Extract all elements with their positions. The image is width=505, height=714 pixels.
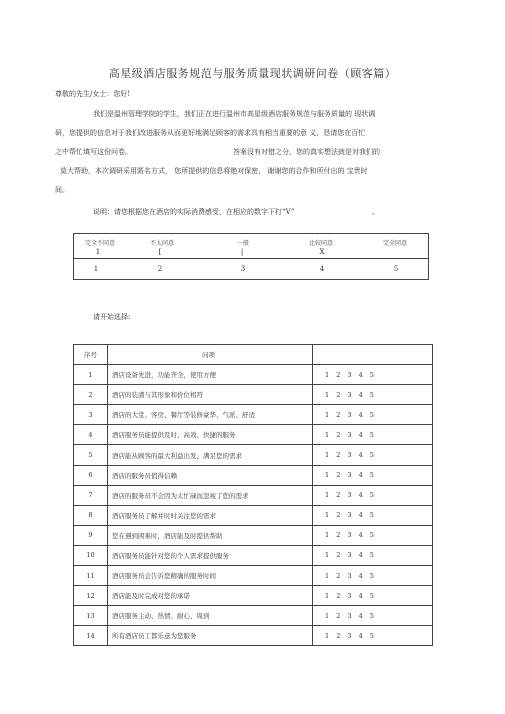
question-table bbox=[73, 344, 433, 646]
rating-options[interactable]: 1 2 3 4 5 bbox=[313, 525, 433, 545]
question-number: 9 bbox=[74, 525, 108, 545]
rating-options[interactable]: 1 2 3 4 5 bbox=[313, 365, 433, 385]
intro-line-6: 间。 bbox=[55, 186, 69, 194]
scale-number-4: 4 bbox=[319, 265, 325, 273]
question-text: 酒店服务员能提供及时、高效、快捷的服务 bbox=[108, 425, 313, 445]
question-text: 酒店的服务员不会因为太忙碌而忽视了您的需求 bbox=[108, 485, 313, 505]
question-text: 所有酒店员工都乐意为您服务 bbox=[108, 626, 313, 646]
rating-options[interactable]: 1 2 3 4 5 bbox=[313, 566, 433, 586]
table-row bbox=[74, 505, 433, 525]
question-number: 2 bbox=[74, 385, 108, 405]
question-text: 酒店服务员了解并时时关注您的需求 bbox=[108, 505, 313, 525]
header-number: 序号 bbox=[74, 345, 108, 365]
table-row bbox=[74, 566, 433, 586]
greeting: 尊敬的先生/女士：您好! bbox=[55, 90, 131, 98]
rating-options[interactable]: 1 2 3 4 5 bbox=[313, 586, 433, 606]
table-row bbox=[74, 445, 433, 465]
question-number: 11 bbox=[74, 566, 108, 586]
page-title: 高星级酒店服务规范与服务质量现状调研问卷（顾客篇） bbox=[108, 67, 397, 80]
scale-mark-2: [ bbox=[158, 248, 162, 256]
header-rating bbox=[313, 345, 433, 365]
question-text: 酒店服务员能针对您的个人需求提供服务 bbox=[108, 545, 313, 565]
table-row bbox=[74, 425, 433, 445]
scale-number-2: 2 bbox=[157, 265, 163, 273]
intro-line-1: 我们是温州管理学院的学生，我们正在进行温州市高星级酒店服务规范与服务质量的 现状调 bbox=[93, 110, 376, 118]
rating-options[interactable]: 1 2 3 4 5 bbox=[313, 505, 433, 525]
question-text: 您在遇到困难时，酒店能及时提供帮助 bbox=[108, 525, 313, 545]
question-rows bbox=[74, 365, 433, 646]
table-row bbox=[74, 606, 433, 626]
rating-options[interactable]: 1 2 3 4 5 bbox=[313, 626, 433, 646]
rating-scale-legend bbox=[73, 233, 429, 280]
intro-line-3: 之中帮忙填写这份问卷。 bbox=[55, 148, 132, 156]
rating-options[interactable]: 1 2 3 4 5 bbox=[313, 485, 433, 505]
question-text: 酒店服务员会告诉您精确的服务时间 bbox=[108, 566, 313, 586]
table-row bbox=[74, 365, 433, 385]
rating-options[interactable]: 1 2 3 4 5 bbox=[313, 385, 433, 405]
question-number: 6 bbox=[74, 465, 108, 485]
question-number: 13 bbox=[74, 606, 108, 626]
question-number: 3 bbox=[74, 405, 108, 425]
scale-number-3: 3 bbox=[240, 265, 246, 273]
scale-label-5: 完全同意 bbox=[382, 240, 408, 247]
instruction: 说明：请您根据您在酒店的实际消费感受，在相应的数字下打“V” bbox=[93, 208, 295, 216]
question-text: 酒店的装潢与其形象和价位相符 bbox=[108, 385, 313, 405]
instruction-end: 。 bbox=[372, 208, 379, 216]
scale-mark-4: X bbox=[319, 248, 325, 256]
table-row bbox=[74, 385, 433, 405]
rating-options[interactable]: 1 2 3 4 5 bbox=[313, 445, 433, 465]
intro-line-2: 研，您提供的信息对于我们改进服务从而更好地满足顾客的需求具有相当重要的意 义，恳请您在百忙 bbox=[55, 129, 366, 137]
table-row bbox=[74, 485, 433, 505]
scale-label-3: 一般 bbox=[236, 240, 250, 247]
question-text: 酒店设备先进，功能齐全，使用方便 bbox=[108, 365, 313, 385]
scale-mark-1: 1 bbox=[95, 248, 101, 256]
question-text: 酒店服务主动、热情、耐心、周到 bbox=[108, 606, 313, 626]
table-row bbox=[74, 545, 433, 565]
question-number: 8 bbox=[74, 505, 108, 525]
table-row bbox=[74, 626, 433, 646]
header-item: 问项 bbox=[108, 345, 313, 365]
scale-label-1: 完全不同意 bbox=[84, 240, 116, 247]
table-row bbox=[74, 465, 433, 485]
scale-divider bbox=[74, 258, 428, 259]
question-number: 7 bbox=[74, 485, 108, 505]
table-row bbox=[74, 525, 433, 545]
intro-line-5: 莫大帮助，本次调研采用匿名方式， 您所提供的信息将绝对保密， 谢谢您的合作和所付出的 宝贵时 bbox=[60, 167, 368, 175]
scale-number-1: 1 bbox=[93, 265, 99, 273]
table-header-row bbox=[74, 345, 433, 365]
rating-options[interactable]: 1 2 3 4 5 bbox=[313, 545, 433, 565]
question-text: 酒店能及时完成对您的承诺 bbox=[108, 586, 313, 606]
question-text: 酒店的大堂、客房、餐厅等装修豪华、气派、舒适 bbox=[108, 405, 313, 425]
question-number: 5 bbox=[74, 445, 108, 465]
scale-label-4: 比较同意 bbox=[308, 240, 334, 247]
scale-label-2: 不太同意 bbox=[149, 240, 175, 247]
question-number: 12 bbox=[74, 586, 108, 606]
table-row bbox=[74, 405, 433, 425]
rating-options[interactable]: 1 2 3 4 5 bbox=[313, 606, 433, 626]
rating-options[interactable]: 1 2 3 4 5 bbox=[313, 405, 433, 425]
intro-line-4: 答案没有对错之分，您的真实想法就是对我们的 bbox=[233, 148, 380, 156]
table-row bbox=[74, 586, 433, 606]
scale-number-5: 5 bbox=[393, 265, 399, 273]
question-number: 14 bbox=[74, 626, 108, 646]
start-prompt: 请开始选择: bbox=[93, 313, 131, 321]
scale-mark-3: | bbox=[240, 248, 244, 256]
question-number: 10 bbox=[74, 545, 108, 565]
question-number: 4 bbox=[74, 425, 108, 445]
question-number: 1 bbox=[74, 365, 108, 385]
rating-options[interactable]: 1 2 3 4 5 bbox=[313, 425, 433, 445]
rating-options[interactable]: 1 2 3 4 5 bbox=[313, 465, 433, 485]
question-text: 酒店能从顾客的最大利益出发，满足您的需求 bbox=[108, 445, 313, 465]
question-text: 酒店的服务员值得信赖 bbox=[108, 465, 313, 485]
